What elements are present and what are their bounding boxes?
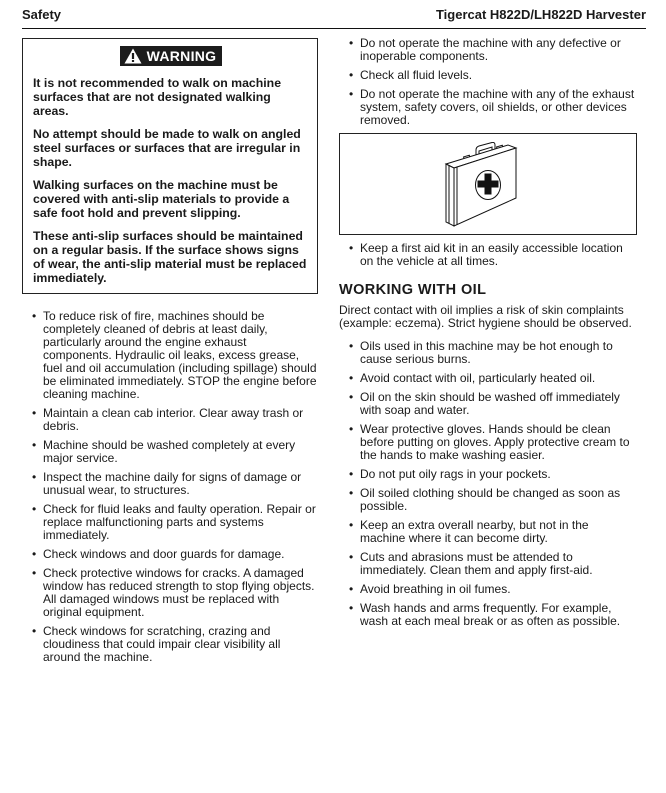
list-item: • Wear protective gloves. Hands should be clean before putting on gloves. Apply protective cream to the hands to make washing easier. [349,422,630,462]
list-item: • Oil soiled clothing should be changed as soon as possible. [349,486,621,513]
right-bullet-list-top [339,37,636,127]
page-header [22,6,646,29]
warning-triangle-icon [124,48,142,64]
list-item: • Do not put oily rags in your pockets. [349,467,551,481]
bullet-icon: • [349,371,354,385]
bullet-icon: • [349,467,354,481]
bullet-icon: • [349,68,354,82]
list-item: • Check protective windows for cracks. A damaged window has reduced strength to stop flying objects. All damaged windows must be replaced with original equipment. [32,566,315,619]
warning-paragraph: Walking surfaces on the machine must be covered with anti-slip materials to provide a safe foot hold and prevent slipping. [33,178,290,220]
left-bullet-list [22,310,318,664]
bullet-icon: • [349,422,354,436]
list-item: • Cuts and abrasions must be attended to immediately. Clean them and apply first-aid. [349,550,593,577]
list-item: • Inspect the machine daily for signs of damage or unusual wear, to structures. [32,470,302,497]
list-item: • Check windows for scratching, crazing and cloudiness that could impair clear visibility all around the machine. [32,624,281,664]
list-item: • To reduce risk of fire, machines should be completely cleaned of debris at least daily, particularly around the engine exhaust components. Hydraulic oil leaks, excess grease, fuel and oil accumulation (including spillage) should be eliminated immediately. STOP the engine before cleaning machine. [32,309,317,401]
list-item: • Check windows and door guards for damage. [32,547,285,561]
bullet-icon: • [349,601,354,615]
bullet-icon: • [32,438,37,452]
bullet-icon: • [32,547,37,561]
bullet-icon: • [32,406,37,420]
section-intro: Direct contact with oil implies a risk of skin complaints (example: eczema). Strict hygiene should be observed. [339,303,632,330]
bullet-icon: • [349,339,354,353]
left-column [22,38,318,670]
bullet-icon: • [32,624,37,638]
list-item: • Check for fluid leaks and faulty operation. Repair or replace malfunctioning parts and systems immediately. [32,502,316,542]
list-item: • Do not operate the machine with any of the exhaust system, safety covers, oil shields, or other devices removed. [349,87,635,127]
warning-paragraph: These anti-slip surfaces should be maintained on a regular basis. If the surface shows signs of wear, the anti-slip material must be replaced immediately. [33,229,307,285]
bullet-icon: • [349,518,354,532]
warning-box [22,38,318,294]
list-item: • Check all fluid levels. [349,68,473,82]
warning-label: WARNING [146,48,217,64]
bullet-icon: • [349,486,354,500]
bullet-icon: • [32,502,37,516]
right-bullet-list-figure [339,242,636,268]
bullet-icon: • [32,470,37,484]
section-title: WORKING WITH OIL [339,282,487,298]
list-item: • Oils used in this machine may be hot enough to cause serious burns. [349,339,613,366]
bullet-icon: • [349,36,354,50]
list-item: • Keep a first aid kit in an easily accessible location on the vehicle at all times. [349,241,623,268]
header-section: Safety [22,7,62,22]
right-column [339,37,636,634]
list-item: • Machine should be washed completely at every major service. [32,438,296,465]
warning-paragraph: No attempt should be made to walk on angled steel surfaces or surfaces that are irregular in shape. [33,127,301,169]
bullet-icon: • [349,390,354,404]
warning-paragraph: It is not recommended to walk on machine surfaces that are not designated walking areas. [33,76,282,118]
header-title: Tigercat H822D/LH822D Harvester [435,7,646,22]
bullet-icon: • [32,309,37,323]
list-item: • Keep an extra overall nearby, but not in the machine where it can become dirty. [349,518,589,545]
list-item: • Oil on the skin should be washed off immediately with soap and water. [349,390,620,417]
list-item: • Do not operate the machine with any defective or inoperable components. [349,36,621,63]
first-aid-figure [339,133,637,235]
list-item: • Avoid contact with oil, particularly heated oil. [349,371,596,385]
list-item: • Avoid breathing in oil fumes. [349,582,511,596]
bullet-icon: • [349,87,354,101]
warning-badge [120,46,223,66]
oil-bullet-list [339,340,636,628]
bullet-icon: • [349,241,354,255]
list-item: • Maintain a clean cab interior. Clear away trash or debris. [32,406,304,433]
bullet-icon: • [32,566,37,580]
bullet-icon: • [349,550,354,564]
list-item: • Wash hands and arms frequently. For example, wash at each meal break or as often as possible. [349,601,621,628]
bullet-icon: • [349,582,354,596]
